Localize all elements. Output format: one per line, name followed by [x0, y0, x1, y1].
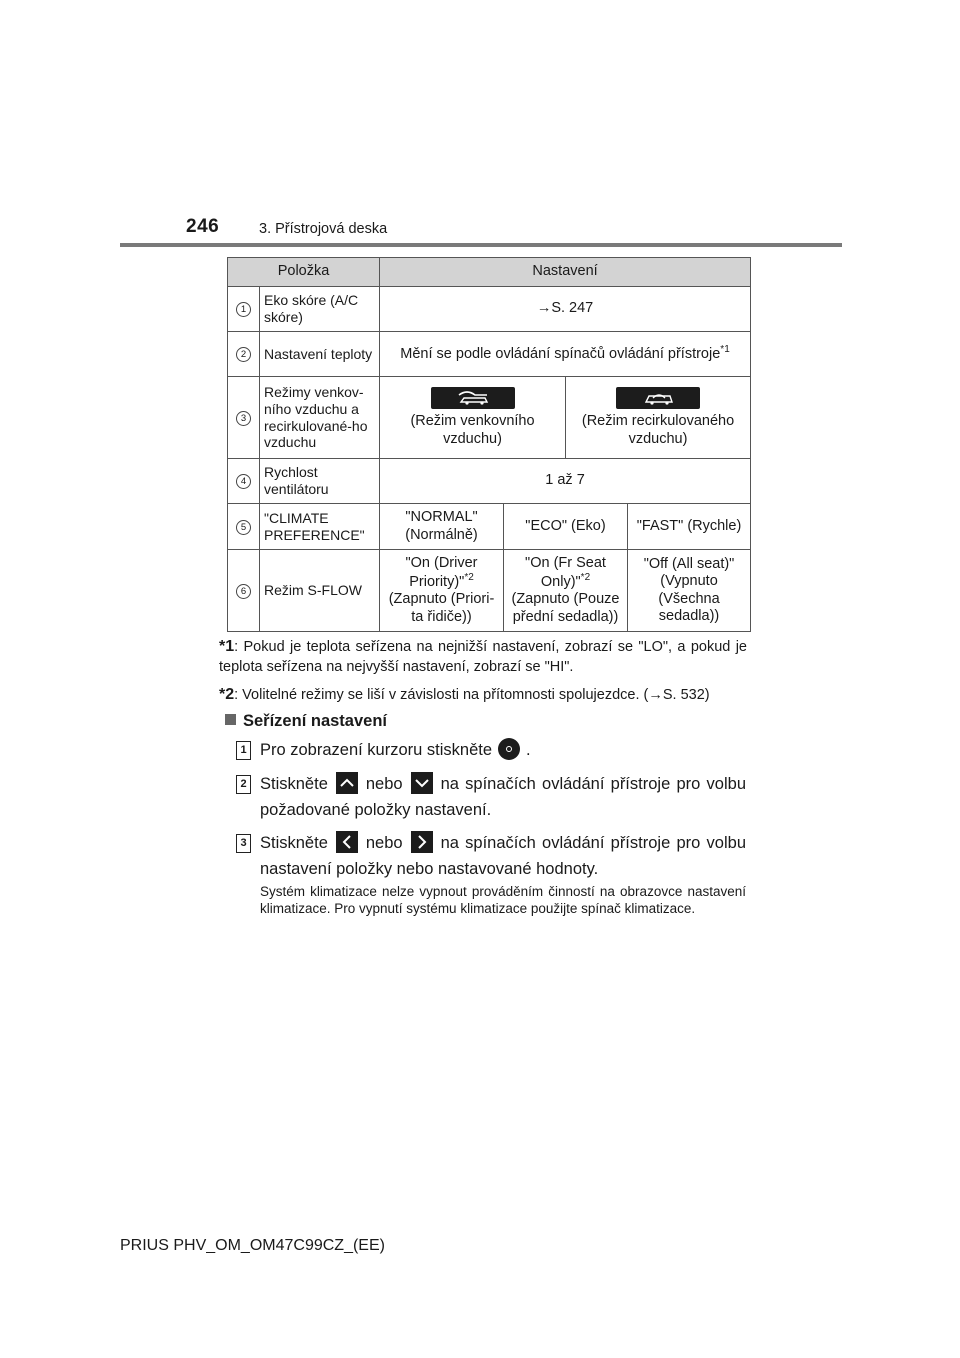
outside-air-icon	[431, 387, 515, 409]
table-row	[228, 377, 751, 459]
footnote-2: *2: Volitelné režimy se liší v závislosti na přítomnosti spolujezdce. (→S. 532)	[219, 686, 710, 703]
option-driver-priority: "On (Driver Priority)"$^{*2}$ (Zapnuto (Priori-ta řidiče))	[380, 550, 504, 632]
step-3-text: Stiskněte nebo na spínačích ovládání přístroje pro volbu nastavení položky nebo nastavované hodnoty.	[260, 830, 746, 882]
table-row	[228, 459, 751, 504]
header-item: Položka	[228, 258, 380, 287]
option-off: "Off (All seat)" (Vypnuto (Všechna sedadla))	[628, 550, 751, 632]
option-fast: "FAST" (Rychle)	[628, 504, 751, 550]
row-item: Rychlost ventilátoru	[260, 459, 380, 504]
chevron-left-icon	[336, 831, 358, 853]
settings-table	[227, 257, 751, 632]
row-value: Mění se podle ovládání spínačů ovládání přístroje$^{*1}$	[380, 332, 751, 377]
step-number: 1	[236, 741, 251, 760]
step-1-text: Pro zobrazení kurzoru stiskněte .	[260, 737, 746, 763]
option-eco: "ECO" (Eko)	[504, 504, 628, 550]
row-item: Režimy venkov-ního vzduchu a recirkulované-ho vzduchu	[260, 377, 380, 459]
header-setting: Nastavení	[380, 258, 751, 287]
footer-code: PRIUS PHV_OM_OM47C99CZ_(EE)	[120, 1237, 385, 1254]
row-number: 2	[236, 347, 251, 362]
chevron-right-icon	[411, 831, 433, 853]
step-number: 2	[236, 775, 251, 794]
footnote-ref: *1	[720, 344, 730, 356]
info-note: Systém klimatizace nelze vypnout prováděním činností na obrazovce nastavení klimatizace. Pro vypnutí systému klimatizace použijte spínač klimatizace.	[260, 884, 746, 916]
table-row	[228, 504, 751, 550]
chevron-up-icon	[336, 772, 358, 794]
table-row	[228, 332, 751, 377]
table-row	[228, 550, 751, 632]
row-value: →S. 247	[380, 287, 751, 332]
header-rule	[120, 243, 842, 247]
table-row	[228, 287, 751, 332]
row-number: 1	[236, 302, 251, 317]
chevron-down-icon	[411, 772, 433, 794]
step-number: 3	[236, 834, 251, 853]
row-number: 4	[236, 474, 251, 489]
row-item: Eko skóre (A/C skóre)	[260, 287, 380, 332]
step-2-text: Stiskněte nebo na spínačích ovládání přístroje pro volbu požadované položky nastavení.	[260, 771, 746, 823]
footnote-1: *1: Pokud je teplota seřízena na nejnižší nastavení, zobrazí se "LO", a pokud je teplota seřízena na nejvyšší nastavení, zobrazí se "HI".	[219, 638, 747, 675]
row-value: 1 až 7	[380, 459, 751, 504]
row-item: Nastavení teploty	[260, 332, 380, 377]
table-header-row	[228, 258, 751, 287]
row-number: 3	[236, 411, 251, 426]
row-item: Režim S-FLOW	[260, 550, 380, 632]
section-heading: Seřízení nastavení	[225, 712, 387, 731]
row-number: 5	[236, 520, 251, 535]
option-front-seat: "On (Fr Seat Only)"$^{*2}$ (Zapnuto (Pouze přední sedadla))	[504, 550, 628, 632]
page-number: 246	[186, 216, 220, 237]
chapter-title: 3. Přístrojová deska	[259, 221, 388, 237]
recirculation-icon	[616, 387, 700, 409]
ok-button-icon	[498, 738, 520, 760]
option-normal: "NORMAL" (Normálně)	[380, 504, 504, 550]
row-item: "CLIMATE PREFERENCE"	[260, 504, 380, 550]
outside-air-option: (Režim venkovního vzduchu)	[380, 377, 566, 459]
square-bullet-icon	[225, 714, 236, 725]
recirculation-option: (Režim recirkulovaného vzduchu)	[566, 377, 751, 459]
row-number: 6	[236, 584, 251, 599]
